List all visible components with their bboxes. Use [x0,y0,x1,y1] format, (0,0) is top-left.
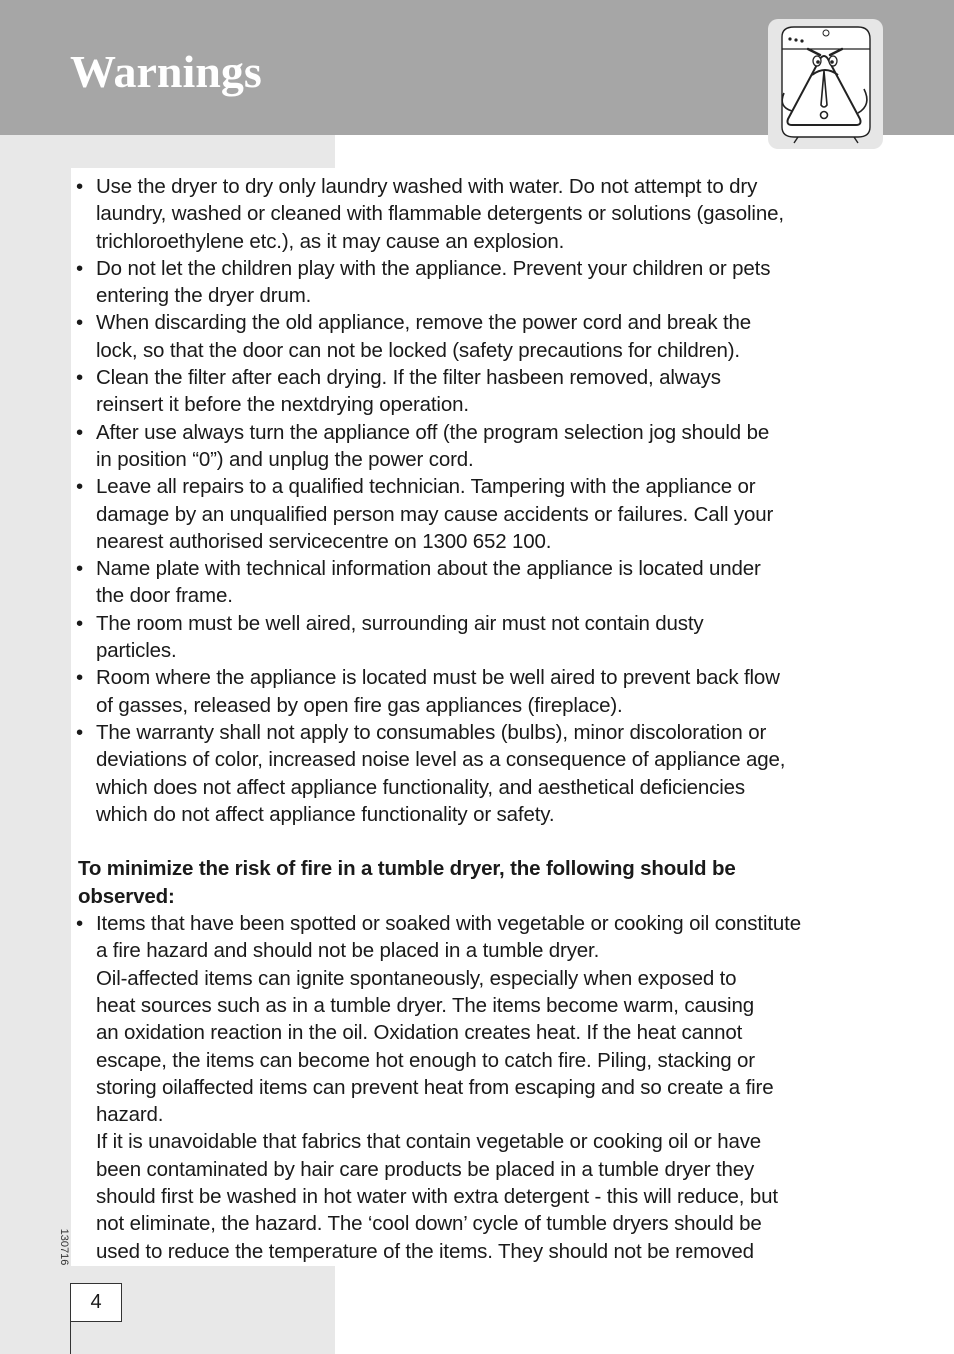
warning-triangle-mascot-icon [768,19,883,149]
list-item: • Room where the appliance is located must be well aired to prevent back flow of gasses, released by open fire gas appliances (fireplace). [78,664,878,719]
page-number-rule [70,1320,71,1354]
warnings-list [78,173,878,828]
page-number: 4 [70,1283,122,1322]
list-item: • Items that have been spotted or soaked with vegetable or cooking oil constitute a fire hazard and should not be placed in a tumble dryer. [78,910,878,965]
list-item: • The room must be well aired, surrounding air must not contain dusty particles. [78,610,878,665]
list-item: • Use the dryer to dry only laundry washed with water. Do not attempt to dry laundry, washed or cleaned with flammable detergents or solutions (gasoline, trichloroethylene etc.), as it may cause an explosion. [78,173,878,255]
list-item: • Clean the filter after each drying. If the filter hasbeen removed, always reinsert it before the nextdrying operation. [78,364,878,419]
fire-risk-list [78,910,878,965]
section-spacer [78,828,878,855]
list-item: • Name plate with technical information about the appliance is located under the door frame. [78,555,878,610]
page-title: Warnings [70,46,262,97]
list-item: • The warranty shall not apply to consumables (bulbs), minor discoloration or deviations of color, increased noise level as a consequence of appliance age, which does not affect appliance functionality, and aesthetical deficiencies which do not affect appliance functionality or safety. [78,719,878,828]
fire-risk-heading: To minimize the risk of fire in a tumble dryer, the following should be observed: [78,857,736,908]
washing-advice-paragraph: If it is unavoidable that fabrics that contain vegetable or cooking oil or have been contaminated by hair care products be placed in a tumble dryer they should first be washed in hot water with extra detergent - this will reduce, but not eliminate, the hazard. The ‘cool down’ cycle of tumble dryers should be used to reduce the temperature of the items. They should not be removed [96,1130,778,1263]
list-item: • Leave all repairs to a qualified technician. Tampering with the appliance or damage by an unqualified person may cause accidents or failures. Call your nearest authorised servicecentre on 1300 652 100. [78,473,878,555]
oil-ignition-paragraph: Oil-affected items can ignite spontaneously, especially when exposed to heat sources such as in a tumble dryer. The items become warm, causing an oxidation reaction in the oil. Oxidation creates heat. If the heat cannot escape, the items can become hot enough to catch fire. Piling, stacking or storing oilaffected items can prevent heat from escaping and so create a fire hazard. [96,966,774,1127]
document-code: 130716 [58,1228,70,1266]
list-item: • After use always turn the appliance off (the program selection jog should be in position “0”) and unplug the power cord. [78,419,878,474]
warnings-text [78,173,878,1265]
list-item: • Do not let the children play with the appliance. Prevent your children or pets entering the dryer drum. [78,255,878,310]
list-item: • When discarding the old appliance, remove the power cord and break the lock, so that the door can not be locked (safety precautions for children). [78,309,878,364]
